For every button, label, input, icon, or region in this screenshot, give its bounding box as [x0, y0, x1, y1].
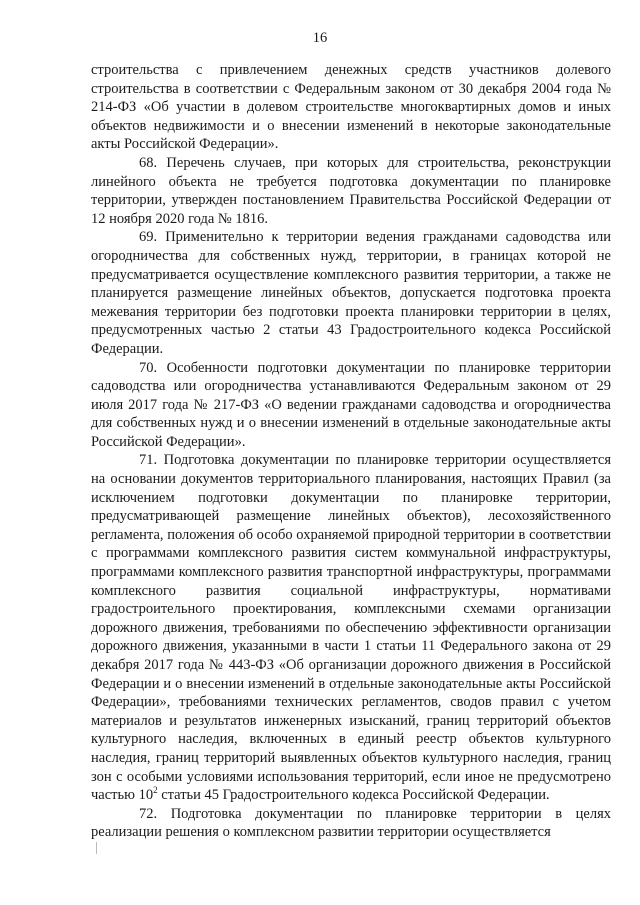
paragraph-68: 68. Перечень случаев, при которых для строительства, реконструкции линейного объекта не требуется подготовка документации по планировке территории, утвержден постановлением Правительства Российской Федерации от 12 ноября 2020 года № 1816.: [91, 154, 611, 227]
paragraph-67-continuation: строительства с привлечением денежных средств участников долевого строительства в соответствии с Федеральным законом от 30 декабря 2004 года № 214-ФЗ «Об участии в долевом строительстве многоквартирных домов и иных объектов недвижимости и о внесении изменений в некоторые законодательные акты Российской Федерации».: [91, 62, 611, 153]
paragraph-71: [91, 451, 611, 804]
paragraph-70: 70. Особенности подготовки документации по планировке территории садоводства или огородничества устанавливаются Федеральным законом от 29 июля 2017 года № 217-ФЗ «О ведении гражданами садоводства и огородничества для собственных нужд и о внесении изменений в отдельные законодательные акты Российской Федерации».: [91, 359, 611, 450]
paragraph-71-text-after: статьи 45 Градостроительного кодекса Российской Федерации.: [157, 787, 550, 804]
margin-mark: [96, 842, 97, 854]
paragraph-72: 72. Подготовка документации по планировке территории в целях реализации решения о комплексном развитии территории осуществляется: [91, 805, 611, 841]
document-body: [91, 61, 611, 842]
paragraph-71-text-before: 71. Подготовка документации по планировке территории осуществляется на основании документов территориального планирования, настоящих Правил (за исключением подготовки документации по планировке территории, предусматривающей размещение линейных объектов), лесохозяйственного регламента, положения об особо охраняемой природной территории в соответствии с программами комплексного развития систем коммунальной инфраструктуры, программами комплексного развития транспортной инфраструктуры, программами комплексного развития социальной инфраструктуры, нормативами градостроительного проектирования, комплексными схемами организации дорожного движения, требованиями по обеспечению эффективности организации дорожного движения, указанными в части 1 статьи 11 Федерального закона от 29 декабря 2017 года № 443-ФЗ «Об организации дорожного движения в Российской Федерации и о внесении изменений в отдельные законодательные акты Российской Федерации», требованиями технических регламентов, сводов правил с учетом материалов и результатов инженерных изысканий, границ территорий объектов культурного наследия, включенных в единый реестр объектов культурного наследия, границ территорий выявленных объектов культурного наследия, границ зон с особыми условиями использования территорий, если иное не предусмотрено частью 10: [91, 452, 611, 804]
page-number: 16: [312, 30, 328, 46]
paragraph-71-superscript: 2: [153, 785, 158, 796]
paragraph-69: 69. Применительно к территории ведения гражданами садоводства или огородничества для собственных нужд, территории, в границах которой не предусматривается осуществление комплексного развития территории, а также не планируется размещение линейных объектов, допускается подготовка проекта межевания территории без подготовки проекта планировки территории в целях, предусмотренных частью 2 статьи 43 Градостроительного кодекса Российской Федерации.: [91, 229, 611, 357]
